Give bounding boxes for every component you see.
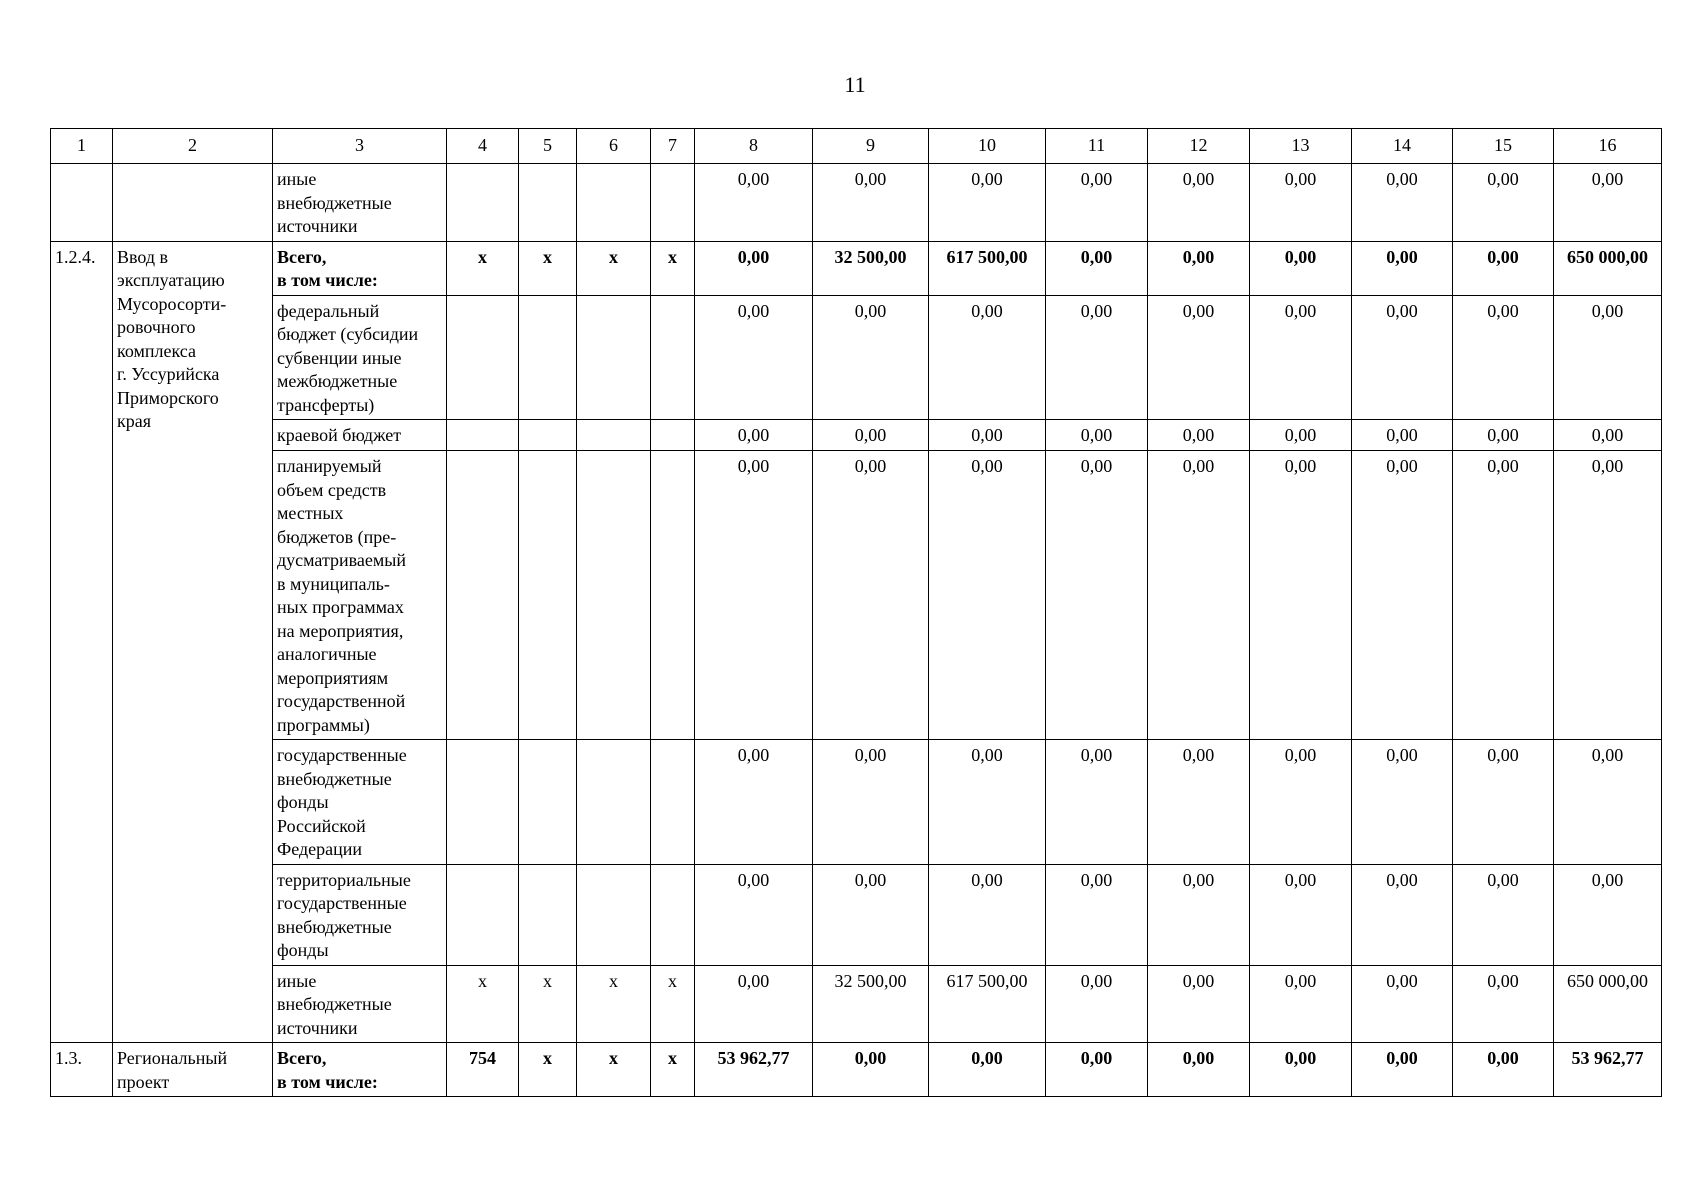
amount-cell: 650 000,00 (1554, 241, 1662, 295)
amount-cell: 0,00 (813, 164, 929, 242)
item-title: Ввод в эксплуатацию Мусоросорти- ровочного комплекса г. Уссурийска Приморского края (113, 241, 273, 1043)
amount-cell: 0,00 (1046, 1043, 1148, 1097)
code-cell: x (519, 1043, 577, 1097)
table-row (51, 864, 1662, 965)
amount-cell: 0,00 (813, 295, 929, 420)
code-cell (651, 740, 695, 865)
amount-cell: 0,00 (1453, 451, 1554, 740)
item-number (51, 164, 113, 242)
amount-cell: 0,00 (1250, 241, 1352, 295)
amount-cell: 0,00 (1352, 241, 1453, 295)
amount-cell: 0,00 (1046, 295, 1148, 420)
amount-cell: 0,00 (1453, 864, 1554, 965)
item-number: 1.2.4. (51, 241, 113, 1043)
amount-cell: 0,00 (1250, 965, 1352, 1043)
code-cell (577, 164, 651, 242)
code-cell (651, 451, 695, 740)
column-header: 1 (51, 129, 113, 164)
amount-cell: 0,00 (1453, 740, 1554, 865)
item-number: 1.3. (51, 1043, 113, 1097)
amount-cell: 0,00 (695, 241, 813, 295)
amount-cell: 617 500,00 (929, 241, 1046, 295)
code-cell (577, 420, 651, 451)
code-cell (447, 164, 519, 242)
amount-cell: 0,00 (1148, 164, 1250, 242)
code-cell (519, 451, 577, 740)
item-title (113, 164, 273, 242)
amount-cell: 0,00 (1554, 451, 1662, 740)
table-row (51, 1043, 1662, 1097)
amount-cell: 0,00 (1453, 420, 1554, 451)
amount-cell: 32 500,00 (813, 241, 929, 295)
amount-cell: 0,00 (1352, 420, 1453, 451)
amount-cell: 0,00 (1046, 864, 1148, 965)
code-cell (577, 295, 651, 420)
column-header: 14 (1352, 129, 1453, 164)
code-cell (447, 295, 519, 420)
code-cell (651, 164, 695, 242)
table-row (51, 740, 1662, 865)
amount-cell: 0,00 (929, 864, 1046, 965)
column-header: 9 (813, 129, 929, 164)
code-cell (519, 164, 577, 242)
amount-cell: 0,00 (1554, 740, 1662, 865)
amount-cell: 0,00 (813, 1043, 929, 1097)
amount-cell: 32 500,00 (813, 965, 929, 1043)
code-cell: x (519, 241, 577, 295)
amount-cell: 0,00 (1046, 164, 1148, 242)
table-body (51, 129, 1662, 1097)
code-cell: x (651, 965, 695, 1043)
amount-cell: 0,00 (1250, 740, 1352, 865)
funding-source: государственные внебюджетные фонды Российской Федерации (273, 740, 447, 865)
amount-cell: 0,00 (1352, 164, 1453, 242)
funding-source: Всего, в том числе: (273, 241, 447, 295)
amount-cell: 0,00 (1148, 864, 1250, 965)
amount-cell: 0,00 (1352, 864, 1453, 965)
amount-cell: 0,00 (695, 164, 813, 242)
amount-cell: 0,00 (1250, 295, 1352, 420)
code-cell: x (577, 1043, 651, 1097)
column-header: 7 (651, 129, 695, 164)
amount-cell: 0,00 (813, 451, 929, 740)
amount-cell: 0,00 (929, 740, 1046, 865)
amount-cell: 650 000,00 (1554, 965, 1662, 1043)
amount-cell: 0,00 (1453, 295, 1554, 420)
code-cell (651, 864, 695, 965)
amount-cell: 0,00 (929, 164, 1046, 242)
amount-cell: 0,00 (1352, 740, 1453, 865)
amount-cell: 0,00 (1148, 420, 1250, 451)
amount-cell: 0,00 (1453, 1043, 1554, 1097)
amount-cell: 0,00 (1250, 451, 1352, 740)
code-cell (447, 451, 519, 740)
table-row (51, 241, 1662, 295)
funding-source: Всего, в том числе: (273, 1043, 447, 1097)
amount-cell: 0,00 (1046, 451, 1148, 740)
amount-cell: 0,00 (1554, 864, 1662, 965)
code-cell: 754 (447, 1043, 519, 1097)
column-header: 11 (1046, 129, 1148, 164)
column-header: 10 (929, 129, 1046, 164)
amount-cell: 0,00 (1046, 420, 1148, 451)
amount-cell: 0,00 (1148, 740, 1250, 865)
funding-source: федеральный бюджет (субсидии субвенции иные межбюджетные трансферты) (273, 295, 447, 420)
code-cell: x (447, 965, 519, 1043)
code-cell: x (577, 241, 651, 295)
amount-cell: 0,00 (695, 864, 813, 965)
amount-cell: 0,00 (929, 420, 1046, 451)
column-header: 15 (1453, 129, 1554, 164)
amount-cell: 0,00 (1148, 241, 1250, 295)
amount-cell: 0,00 (929, 451, 1046, 740)
code-cell (447, 740, 519, 865)
amount-cell: 0,00 (929, 295, 1046, 420)
code-cell: x (577, 965, 651, 1043)
amount-cell: 53 962,77 (1554, 1043, 1662, 1097)
funding-source: краевой бюджет (273, 420, 447, 451)
amount-cell: 0,00 (1148, 295, 1250, 420)
amount-cell: 0,00 (1250, 864, 1352, 965)
code-cell (577, 740, 651, 865)
code-cell (651, 295, 695, 420)
code-cell (577, 451, 651, 740)
code-cell: x (519, 965, 577, 1043)
amount-cell: 0,00 (1352, 451, 1453, 740)
page-number: 11 (844, 72, 866, 97)
amount-cell: 0,00 (695, 420, 813, 451)
amount-cell: 0,00 (1352, 965, 1453, 1043)
header-row (51, 129, 1662, 164)
amount-cell: 0,00 (695, 740, 813, 865)
amount-cell: 0,00 (1453, 241, 1554, 295)
code-cell (519, 420, 577, 451)
code-cell: x (447, 241, 519, 295)
amount-cell: 0,00 (1250, 1043, 1352, 1097)
table-row (51, 164, 1662, 242)
amount-cell: 0,00 (929, 1043, 1046, 1097)
table-row (51, 965, 1662, 1043)
amount-cell: 0,00 (1554, 295, 1662, 420)
code-cell (519, 864, 577, 965)
amount-cell: 0,00 (1148, 1043, 1250, 1097)
code-cell: x (651, 1043, 695, 1097)
funding-source: иные внебюджетные источники (273, 164, 447, 242)
amount-cell: 0,00 (1046, 965, 1148, 1043)
amount-cell: 617 500,00 (929, 965, 1046, 1043)
amount-cell: 53 962,77 (695, 1043, 813, 1097)
funding-source: иные внебюджетные источники (273, 965, 447, 1043)
code-cell (447, 864, 519, 965)
amount-cell: 0,00 (1148, 451, 1250, 740)
column-header: 16 (1554, 129, 1662, 164)
amount-cell: 0,00 (1148, 965, 1250, 1043)
budget-table (50, 128, 1662, 1097)
amount-cell: 0,00 (1453, 965, 1554, 1043)
amount-cell: 0,00 (1352, 295, 1453, 420)
code-cell (577, 864, 651, 965)
code-cell (519, 740, 577, 865)
code-cell: x (651, 241, 695, 295)
amount-cell: 0,00 (1453, 164, 1554, 242)
column-header: 4 (447, 129, 519, 164)
code-cell (519, 295, 577, 420)
code-cell (447, 420, 519, 451)
table-row (51, 420, 1662, 451)
amount-cell: 0,00 (695, 295, 813, 420)
column-header: 6 (577, 129, 651, 164)
amount-cell: 0,00 (1554, 420, 1662, 451)
amount-cell: 0,00 (813, 864, 929, 965)
column-header: 2 (113, 129, 273, 164)
column-header: 5 (519, 129, 577, 164)
amount-cell: 0,00 (1046, 241, 1148, 295)
amount-cell: 0,00 (1250, 420, 1352, 451)
column-header: 8 (695, 129, 813, 164)
amount-cell: 0,00 (1352, 1043, 1453, 1097)
amount-cell: 0,00 (695, 451, 813, 740)
table-row (51, 295, 1662, 420)
amount-cell: 0,00 (1046, 740, 1148, 865)
column-header: 12 (1148, 129, 1250, 164)
table-row (51, 451, 1662, 740)
amount-cell: 0,00 (813, 740, 929, 865)
amount-cell: 0,00 (813, 420, 929, 451)
item-title: Региональный проект (113, 1043, 273, 1097)
funding-source: планируемый объем средств местных бюджетов (пре- дусматриваемый в муниципаль- ных программах на мероприятия, аналогичные мероприятиям государственной программы) (273, 451, 447, 740)
column-header: 3 (273, 129, 447, 164)
amount-cell: 0,00 (1250, 164, 1352, 242)
column-header: 13 (1250, 129, 1352, 164)
amount-cell: 0,00 (695, 965, 813, 1043)
amount-cell: 0,00 (1554, 164, 1662, 242)
funding-source: территориальные государственные внебюджетные фонды (273, 864, 447, 965)
code-cell (651, 420, 695, 451)
